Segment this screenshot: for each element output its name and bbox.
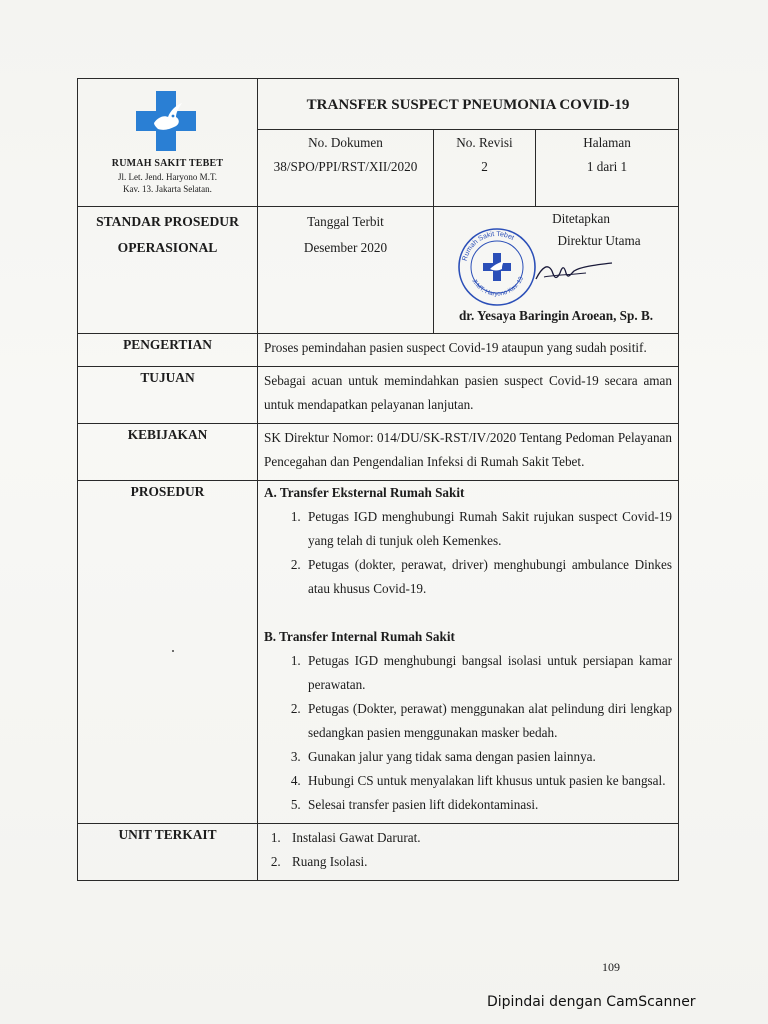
scanner-watermark: Dipindai dengan CamScanner <box>487 994 696 1010</box>
hospital-logo-cell <box>78 79 258 207</box>
revision-value: 2 <box>481 158 488 174</box>
list-item: 5. Selesai transfer pasien lift didekontaminasi. <box>304 793 672 817</box>
unit-terkait-label: UNIT TERKAIT <box>78 824 258 881</box>
document-number-cell <box>258 130 434 207</box>
unit-terkait-content <box>258 824 679 881</box>
hospital-address-line2: Kav. 13. Jakarta Selatan. <box>123 184 212 194</box>
hospital-address-line1: Jl. Let. Jend. Haryono M.T. <box>117 172 218 182</box>
sop-heading-line1: STANDAR PROSEDUR <box>96 214 239 229</box>
hospital-name: RUMAH SAKIT TEBET <box>111 158 224 169</box>
scan-speck <box>172 650 174 652</box>
svg-text:Rumah Sakit Tebet <box>462 231 515 262</box>
prosedur-content <box>258 481 679 824</box>
issue-date-value: Desember 2020 <box>303 239 388 255</box>
signature-icon <box>534 257 614 287</box>
kebijakan-label: KEBIJAKAN <box>78 424 258 481</box>
kebijakan-text: SK Direktur Nomor: 014/DU/SK-RST/IV/2020 Tentang Pedoman Pelayanan Pencegahan dan Pengendalian Infeksi di Rumah Sakit Tebet. <box>258 424 679 481</box>
unit-terkait-list <box>264 826 672 874</box>
list-item: 3. Gunakan jalur yang tidak sama dengan pasien lainnya. <box>304 745 672 769</box>
document-title: TRANSFER SUSPECT PNEUMONIA COVID-19 <box>258 79 679 130</box>
signer-name: dr. Yesaya Baringin Aroean, Sp. B. <box>458 308 654 324</box>
revision-label: No. Revisi <box>456 135 513 150</box>
list-item: 1. Instalasi Gawat Darurat. <box>284 826 672 850</box>
list-item: 2. Ruang Isolasi. <box>284 850 672 874</box>
document-number-value: 38/SPO/PPI/RST/XII/2020 <box>273 158 418 174</box>
stamp-text-bottom: Jl.MT. Haryono Kav. 13 <box>470 275 525 298</box>
page-count-value: 1 dari 1 <box>586 158 628 174</box>
document-number-label: No. Dokumen <box>308 135 383 150</box>
list-item: 1. Petugas IGD menghubungi bangsal isolasi untuk persiapan kamar perawatan. <box>304 649 672 697</box>
list-item: 2. Petugas (dokter, perawat, driver) menghubungi ambulance Dinkes atau khusus Covid-19. <box>304 553 672 601</box>
approval-label: Ditetapkan <box>552 211 610 226</box>
issue-date-cell <box>258 207 434 334</box>
prosedur-a-title: A. Transfer Eksternal Rumah Sakit <box>264 485 465 500</box>
prosedur-b-title: B. Transfer Internal Rumah Sakit <box>264 629 455 644</box>
approval-cell <box>434 207 679 334</box>
page-count-label: Halaman <box>583 135 631 150</box>
sop-heading-line2: OPERASIONAL <box>117 240 218 256</box>
page-number: 109 <box>602 960 620 974</box>
page-count-cell <box>536 130 679 207</box>
prosedur-label: PROSEDUR <box>78 481 258 824</box>
sop-heading-cell <box>78 207 258 334</box>
pengertian-text: Proses pemindahan pasien suspect Covid-19 ataupun yang sudah positif. <box>258 334 679 367</box>
tujuan-text: Sebagai acuan untuk memindahkan pasien suspect Covid-19 secara aman untuk mendapatkan pelayanan lanjutan. <box>258 367 679 424</box>
issue-date-label: Tanggal Terbit <box>307 214 384 229</box>
pengertian-label: PENGERTIAN <box>78 334 258 367</box>
list-item: 1. Petugas IGD menghubungi Rumah Sakit rujukan suspect Covid-19 yang telah di tunjuk oleh Kemenkes. <box>304 505 672 553</box>
hospital-stamp-icon <box>452 223 542 307</box>
stamp-text-top: Rumah Sakit Tebet <box>461 230 516 262</box>
sop-table <box>77 78 679 881</box>
approver-position: Direktur Utama <box>557 233 641 248</box>
prosedur-a-list <box>264 505 672 601</box>
hospital-cross-logo <box>134 89 198 153</box>
revision-cell <box>434 130 536 207</box>
list-item: 2. Petugas (Dokter, perawat) menggunakan alat pelindung diri lengkap sedangkan pasien menggunakan masker bedah. <box>304 697 672 745</box>
tujuan-label: TUJUAN <box>78 367 258 424</box>
prosedur-b-list <box>264 649 672 817</box>
list-item: 4. Hubungi CS untuk menyalakan lift khusus untuk pasien ke bangsal. <box>304 769 672 793</box>
